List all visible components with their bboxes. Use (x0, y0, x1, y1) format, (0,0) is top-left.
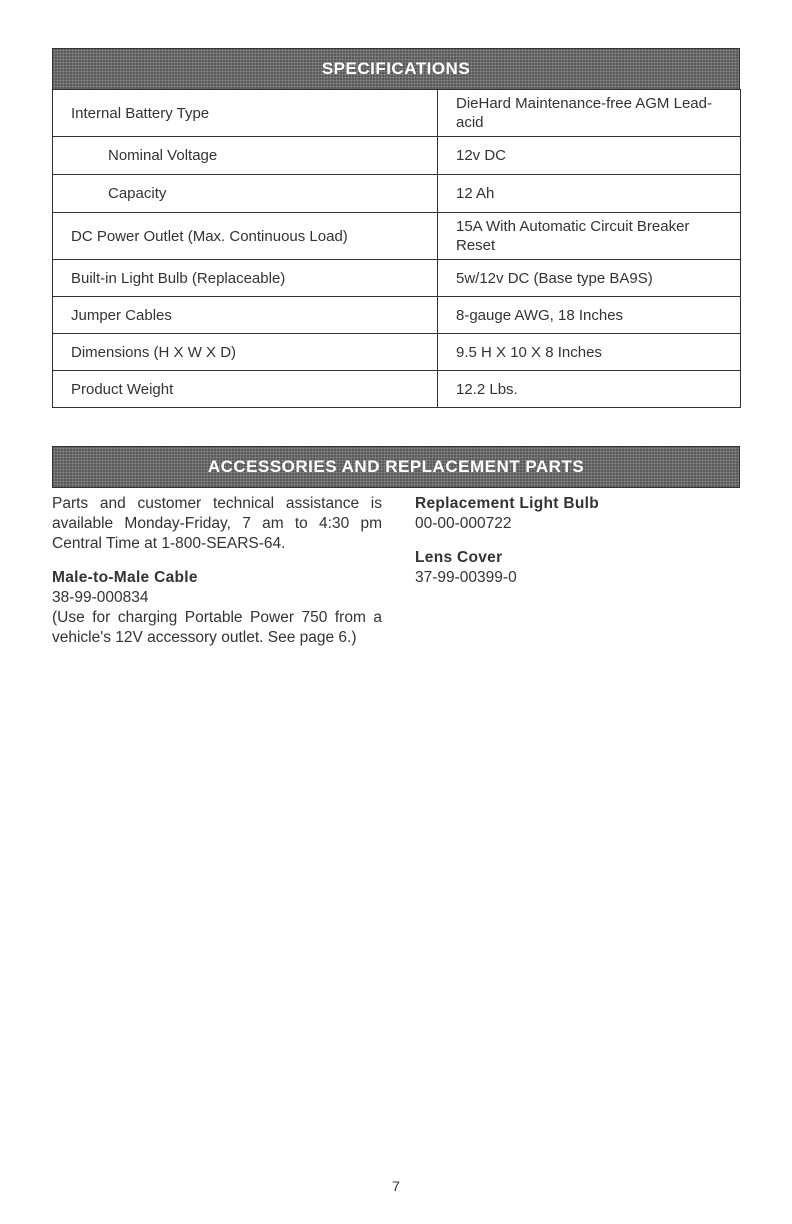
spec-value: 5w/12v DC (Base type BA9S) (438, 260, 741, 297)
spec-value: 8-gauge AWG, 18 Inches (438, 297, 741, 334)
spec-label: DC Power Outlet (Max. Continuous Load) (53, 213, 438, 260)
male-cable-note: (Use for charging Portable Power 750 from a vehicle's 12V accessory outlet. See page 6.) (52, 609, 382, 646)
accessories-left-column (52, 494, 382, 648)
specifications-banner (52, 48, 740, 90)
accessories-banner (52, 446, 740, 488)
spec-label: Nominal Voltage (53, 137, 438, 175)
table-row (53, 260, 741, 297)
spec-label: Internal Battery Type (53, 90, 438, 137)
table-row (53, 334, 741, 371)
spec-label: Product Weight (53, 371, 438, 408)
spec-value: 12 Ah (438, 175, 741, 213)
spec-value: 12v DC (438, 137, 741, 175)
specifications-table (52, 89, 741, 408)
accessories-title: ACCESSORIES AND REPLACEMENT PARTS (207, 457, 585, 476)
spec-label: Capacity (53, 175, 438, 213)
male-cable-heading: Male-to-Male Cable (52, 569, 198, 586)
lens-cover-heading: Lens Cover (415, 549, 503, 566)
table-row (53, 137, 741, 175)
light-bulb-heading: Replacement Light Bulb (415, 495, 600, 512)
assistance-paragraph: Parts and customer technical assistance is available Monday-Friday, 7 am to 4:30 pm Central Time at 1-800-SEARS-64. (52, 495, 382, 552)
accessories-right-column (415, 494, 735, 588)
spec-label: Jumper Cables (53, 297, 438, 334)
spec-value: DieHard Maintenance-free AGM Lead-acid (438, 90, 741, 137)
specifications-title: SPECIFICATIONS (321, 59, 471, 78)
spec-value: 12.2 Lbs. (438, 371, 741, 408)
table-row (53, 371, 741, 408)
spec-value: 15A With Automatic Circuit Breaker Reset (438, 213, 741, 260)
table-row (53, 297, 741, 334)
table-row (53, 175, 741, 213)
spec-label: Dimensions (H X W X D) (53, 334, 438, 371)
lens-cover-part-number: 37-99-00399-0 (415, 569, 517, 586)
spec-value: 9.5 H X 10 X 8 Inches (438, 334, 741, 371)
page-number: 7 (392, 1178, 400, 1194)
table-row (53, 90, 741, 137)
male-cable-part-number: 38-99-000834 (52, 589, 149, 606)
light-bulb-part-number: 00-00-000722 (415, 515, 512, 532)
spec-label: Built-in Light Bulb (Replaceable) (53, 260, 438, 297)
table-row (53, 213, 741, 260)
